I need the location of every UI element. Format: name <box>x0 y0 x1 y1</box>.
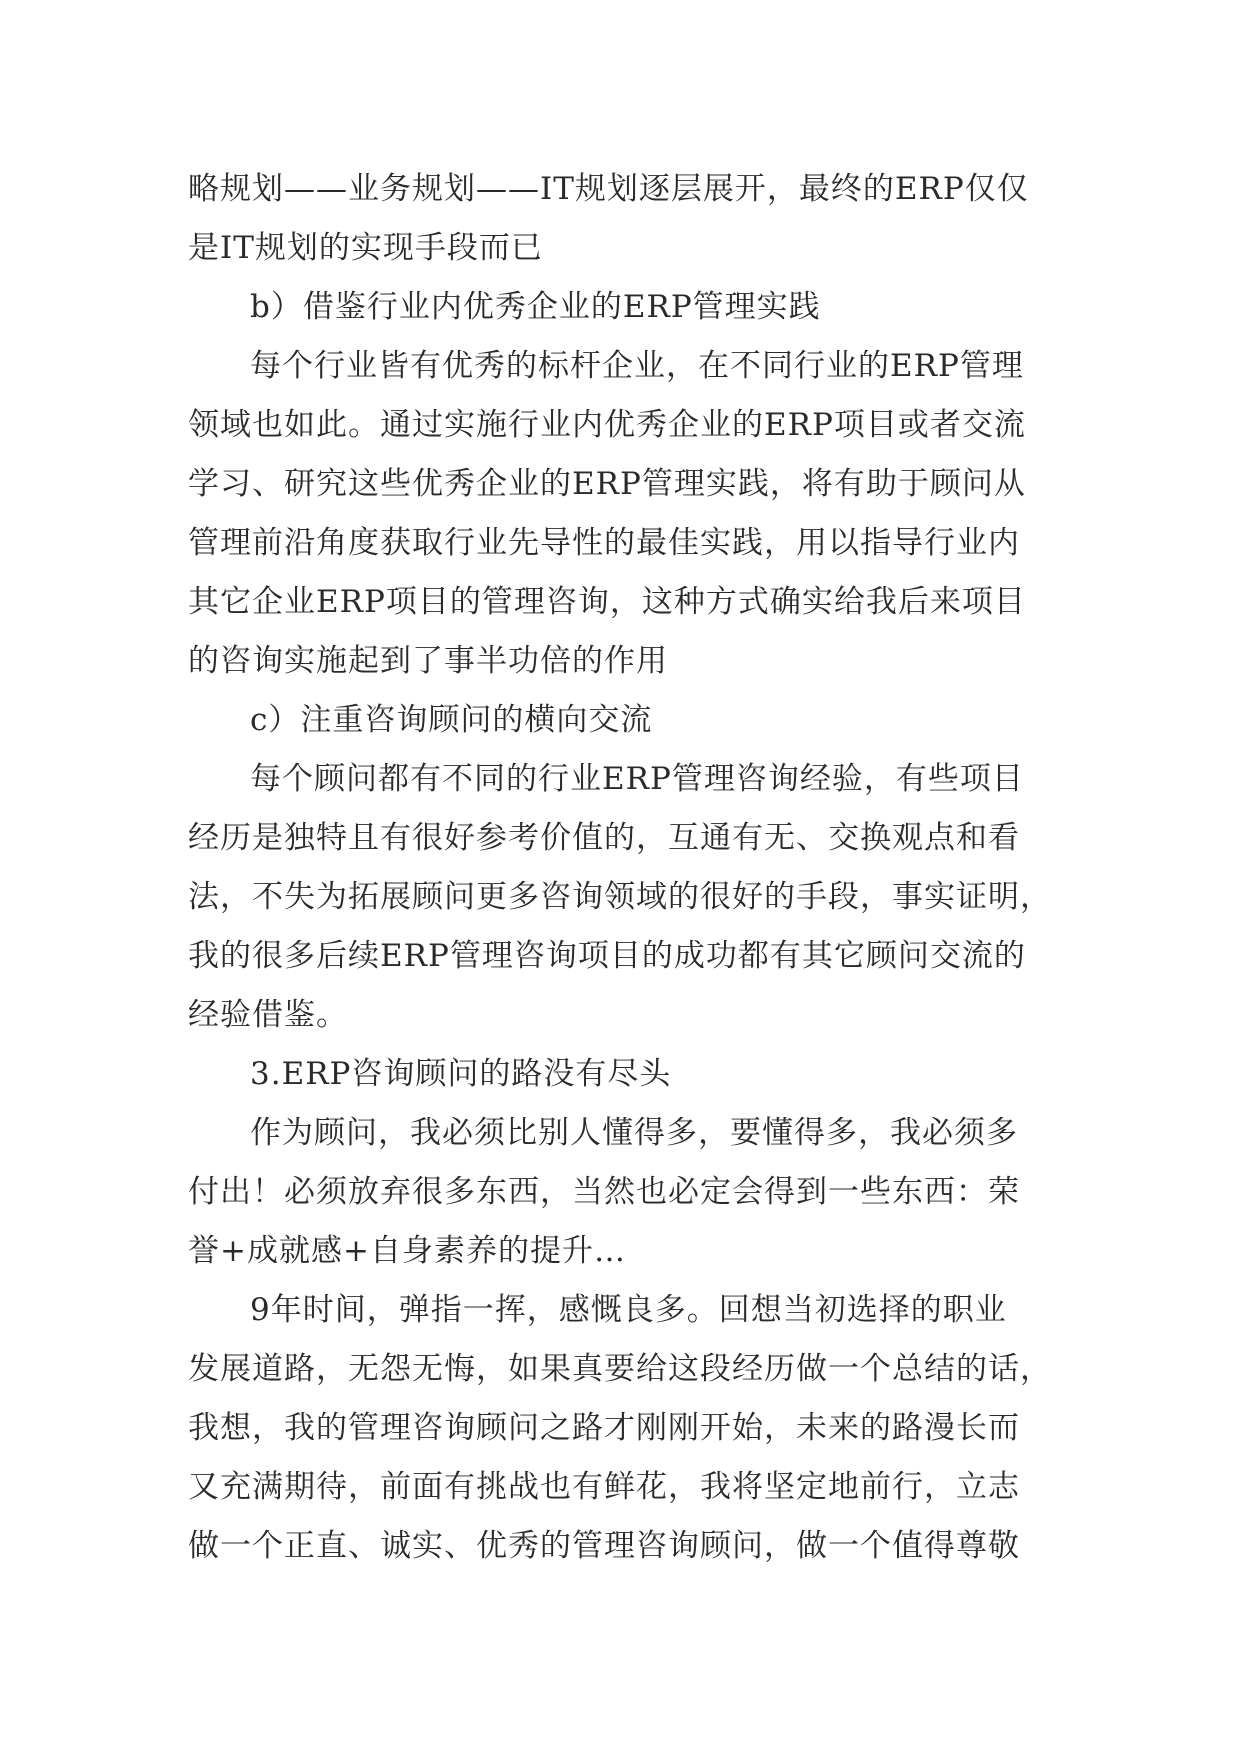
text-line: 经历是独特且有很好参考价值的，互通有无、交换观点和看 <box>188 820 1020 856</box>
paragraph-first-line: 每个顾问都有不同的行业ERP管理咨询经验，有些项目 <box>250 761 1024 797</box>
section-heading: 3.ERP咨询顾问的路没有尽头 <box>250 1056 672 1092</box>
text-line: 我想，我的管理咨询顾问之路才刚刚开始，未来的路漫长而 <box>188 1410 1020 1446</box>
text-line: 我的很多后续ERP管理咨询项目的成功都有其它顾问交流的 <box>188 938 1026 974</box>
text-line: 发展道路，无怨无悔，如果真要给这段经历做一个总结的话， <box>188 1351 1052 1387</box>
text-line: 略规划——业务规划——IT规划逐层展开，最终的ERP仅仅 <box>188 171 1029 207</box>
text-line: 的咨询实施起到了事半功倍的作用 <box>188 643 668 679</box>
text-line: 领域也如此。通过实施行业内优秀企业的ERP项目或者交流 <box>188 407 1026 443</box>
text-line: 做一个正直、诚实、优秀的管理咨询顾问，做一个值得尊敬 <box>188 1528 1020 1564</box>
text-line: 学习、研究这些优秀企业的ERP管理实践，将有助于顾问从 <box>188 466 1026 502</box>
text-line: 经验借鉴。 <box>188 997 348 1033</box>
text-line: 付出！必须放弃很多东西，当然也必定会得到一些东西：荣 <box>188 1174 1020 1210</box>
text-line: 其它企业ERP项目的管理咨询，这种方式确实给我后来项目 <box>188 584 1026 620</box>
text-line: 是IT规划的实现手段而已 <box>188 230 543 266</box>
section-heading: b）借鉴行业内优秀企业的ERP管理实践 <box>250 289 821 325</box>
text-line: 法，不失为拓展顾问更多咨询领域的很好的手段，事实证明， <box>188 879 1052 915</box>
text-line: 又充满期待，前面有挑战也有鲜花，我将坚定地前行，立志 <box>188 1469 1020 1505</box>
section-heading: c）注重咨询顾问的横向交流 <box>250 702 653 738</box>
body-text <box>188 160 1058 1576</box>
paragraph-first-line: 9年时间，弹指一挥，感慨良多。回想当初选择的职业 <box>250 1292 1007 1328</box>
paragraph-first-line: 每个行业皆有优秀的标杆企业，在不同行业的ERP管理 <box>250 348 1024 384</box>
text-line: 管理前沿角度获取行业先导性的最佳实践，用以指导行业内 <box>188 525 1020 561</box>
paragraph-first-line: 作为顾问，我必须比别人懂得多，要懂得多，我必须多 <box>250 1115 1018 1151</box>
text-line: 誉+成就感+自身素养的提升… <box>188 1233 626 1269</box>
